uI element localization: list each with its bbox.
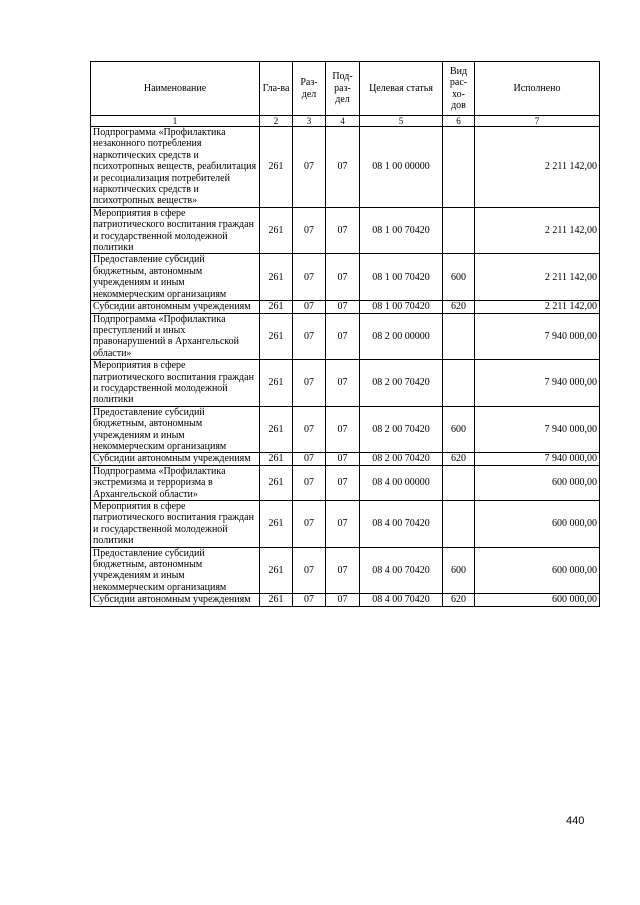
cell-executed: 7 940 000,00 — [475, 453, 600, 465]
table-row — [91, 453, 600, 465]
column-number: 2 — [260, 116, 293, 127]
table-row — [91, 406, 600, 453]
cell-chapter: 261 — [260, 127, 293, 208]
cell-name: Подпрограмма «Профилактика преступлений и иных правонарушений в Архангельской области» — [91, 313, 260, 360]
cell-subsection: 07 — [326, 207, 360, 254]
table-row — [91, 501, 600, 548]
cell-section: 07 — [293, 207, 326, 254]
cell-subsection: 07 — [326, 301, 360, 313]
cell-name: Мероприятия в сфере патриотического воспитания граждан и государственной молодежной политики — [91, 360, 260, 407]
cell-chapter: 261 — [260, 360, 293, 407]
cell-subsection: 07 — [326, 547, 360, 594]
header-subsection: Под-раз-дел — [326, 62, 360, 116]
column-number: 1 — [91, 116, 260, 127]
cell-section: 07 — [293, 127, 326, 208]
cell-name: Подпрограмма «Профилактика экстремизма и терроризма в Архангельской области» — [91, 465, 260, 500]
cell-subsection: 07 — [326, 465, 360, 500]
cell-subsection: 07 — [326, 406, 360, 453]
cell-expense-type — [443, 501, 475, 548]
cell-chapter: 261 — [260, 501, 293, 548]
cell-section: 07 — [293, 406, 326, 453]
cell-subsection: 07 — [326, 594, 360, 606]
cell-target: 08 2 00 70420 — [360, 360, 443, 407]
cell-expense-type — [443, 207, 475, 254]
cell-subsection: 07 — [326, 501, 360, 548]
cell-expense-type: 600 — [443, 406, 475, 453]
header-expense-type: Вид рас-хо-дов — [443, 62, 475, 116]
cell-subsection: 07 — [326, 453, 360, 465]
cell-expense-type — [443, 360, 475, 407]
expenditure-table — [90, 61, 600, 607]
cell-section: 07 — [293, 301, 326, 313]
cell-target: 08 2 00 00000 — [360, 313, 443, 360]
cell-target: 08 4 00 00000 — [360, 465, 443, 500]
cell-name: Подпрограмма «Профилактика незаконного потребления наркотических средств и психотропных веществ, реабилитация и ресоциализация потребителей наркотических средств и психотропных веществ» — [91, 127, 260, 208]
cell-chapter: 261 — [260, 207, 293, 254]
table-row — [91, 254, 600, 301]
cell-target: 08 4 00 70420 — [360, 594, 443, 606]
cell-subsection: 07 — [326, 313, 360, 360]
cell-executed: 2 211 142,00 — [475, 301, 600, 313]
header-target: Целевая статья — [360, 62, 443, 116]
cell-section: 07 — [293, 594, 326, 606]
column-number: 4 — [326, 116, 360, 127]
cell-name: Субсидии автономным учреждениям — [91, 301, 260, 313]
cell-expense-type — [443, 127, 475, 208]
cell-name: Предоставление субсидий бюджетным, автономным учреждениям и иным некоммерческим организациям — [91, 547, 260, 594]
table-row — [91, 313, 600, 360]
header-executed: Исполнено — [475, 62, 600, 116]
cell-executed: 7 940 000,00 — [475, 406, 600, 453]
header-section: Раз-дел — [293, 62, 326, 116]
cell-executed: 2 211 142,00 — [475, 254, 600, 301]
cell-chapter: 261 — [260, 406, 293, 453]
cell-target: 08 4 00 70420 — [360, 501, 443, 548]
column-number: 7 — [475, 116, 600, 127]
column-number: 3 — [293, 116, 326, 127]
table-row — [91, 594, 600, 606]
cell-subsection: 07 — [326, 254, 360, 301]
page-number: 440 — [566, 815, 585, 827]
cell-subsection: 07 — [326, 360, 360, 407]
cell-executed: 600 000,00 — [475, 501, 600, 548]
cell-expense-type: 620 — [443, 453, 475, 465]
cell-section: 07 — [293, 453, 326, 465]
header-chapter: Гла-ва — [260, 62, 293, 116]
table-row — [91, 207, 600, 254]
cell-subsection: 07 — [326, 127, 360, 208]
cell-target: 08 1 00 70420 — [360, 207, 443, 254]
cell-target: 08 1 00 70420 — [360, 254, 443, 301]
cell-target: 08 2 00 70420 — [360, 406, 443, 453]
cell-expense-type — [443, 313, 475, 360]
cell-executed: 7 940 000,00 — [475, 360, 600, 407]
cell-expense-type: 620 — [443, 301, 475, 313]
cell-chapter: 261 — [260, 465, 293, 500]
table-row — [91, 465, 600, 500]
cell-name: Предоставление субсидий бюджетным, автономным учреждениям и иным некоммерческим организациям — [91, 254, 260, 301]
cell-section: 07 — [293, 465, 326, 500]
cell-expense-type: 600 — [443, 547, 475, 594]
cell-executed: 600 000,00 — [475, 465, 600, 500]
cell-expense-type — [443, 465, 475, 500]
cell-name: Субсидии автономным учреждениям — [91, 594, 260, 606]
cell-chapter: 261 — [260, 301, 293, 313]
cell-executed: 2 211 142,00 — [475, 127, 600, 208]
cell-section: 07 — [293, 254, 326, 301]
cell-section: 07 — [293, 360, 326, 407]
cell-executed: 600 000,00 — [475, 547, 600, 594]
table-row — [91, 547, 600, 594]
table-row — [91, 127, 600, 208]
cell-expense-type: 600 — [443, 254, 475, 301]
cell-section: 07 — [293, 313, 326, 360]
header-row — [91, 62, 600, 116]
header-name: Наименование — [91, 62, 260, 116]
cell-executed: 7 940 000,00 — [475, 313, 600, 360]
cell-chapter: 261 — [260, 594, 293, 606]
cell-executed: 2 211 142,00 — [475, 207, 600, 254]
cell-target: 08 1 00 00000 — [360, 127, 443, 208]
cell-section: 07 — [293, 547, 326, 594]
cell-section: 07 — [293, 501, 326, 548]
cell-executed: 600 000,00 — [475, 594, 600, 606]
cell-name: Субсидии автономным учреждениям — [91, 453, 260, 465]
cell-target: 08 2 00 70420 — [360, 453, 443, 465]
column-number: 5 — [360, 116, 443, 127]
cell-chapter: 261 — [260, 547, 293, 594]
cell-name: Мероприятия в сфере патриотического воспитания граждан и государственной молодежной политики — [91, 501, 260, 548]
cell-chapter: 261 — [260, 453, 293, 465]
table-row — [91, 301, 600, 313]
cell-chapter: 261 — [260, 313, 293, 360]
cell-target: 08 1 00 70420 — [360, 301, 443, 313]
table-row — [91, 360, 600, 407]
cell-name: Предоставление субсидий бюджетным, автономным учреждениям и иным некоммерческим организациям — [91, 406, 260, 453]
cell-expense-type: 620 — [443, 594, 475, 606]
cell-chapter: 261 — [260, 254, 293, 301]
column-number-row — [91, 116, 600, 127]
cell-target: 08 4 00 70420 — [360, 547, 443, 594]
cell-name: Мероприятия в сфере патриотического воспитания граждан и государственной молодежной политики — [91, 207, 260, 254]
column-number: 6 — [443, 116, 475, 127]
